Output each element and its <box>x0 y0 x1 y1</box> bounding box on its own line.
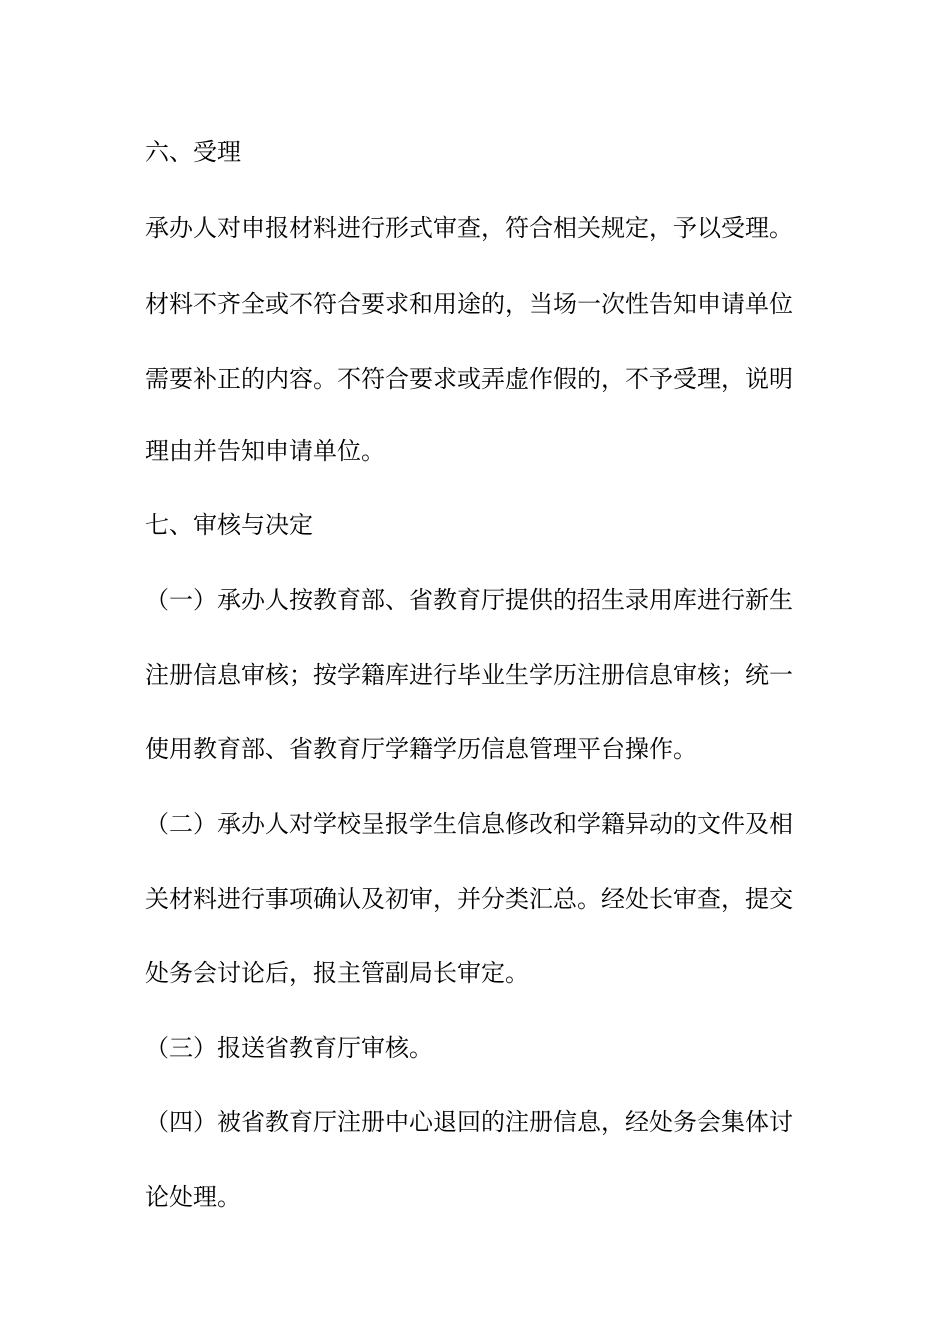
section-7-item-3-line-1: （三）报送省教育厅审核。 <box>145 1034 433 1062</box>
section-6-paragraph-line-2: 材料不齐全或不符合要求和用途的，当场一次性告知申请单位 <box>145 290 793 318</box>
section-7-heading: 七、审核与决定 <box>145 511 313 539</box>
section-7-item-4-line-1: （四）被省教育厅注册中心退回的注册信息，经处务会集体讨 <box>145 1108 793 1136</box>
section-7-item-2-line-1: （二）承办人对学校呈报学生信息修改和学籍异动的文件及相 <box>145 810 793 838</box>
section-7-item-2-line-3: 处务会讨论后，报主管副局长审定。 <box>145 959 529 987</box>
section-6-heading: 六、受理 <box>145 138 241 166</box>
section-7-item-1-line-3: 使用教育部、省教育厅学籍学历信息管理平台操作。 <box>145 735 697 763</box>
section-7-item-2-line-2: 关材料进行事项确认及初审，并分类汇总。经处长审查，提交 <box>145 885 793 913</box>
section-6-paragraph-line-3: 需要补正的内容。不符合要求或弄虚作假的，不予受理，说明 <box>145 365 793 393</box>
section-7-item-1-line-2: 注册信息审核；按学籍库进行毕业生学历注册信息审核；统一 <box>145 661 793 689</box>
section-6-paragraph-line-1: 承办人对申报材料进行形式审查，符合相关规定，予以受理。 <box>145 214 793 242</box>
section-7-item-1-line-1: （一）承办人按教育部、省教育厅提供的招生录用库进行新生 <box>145 586 793 614</box>
section-6-paragraph-line-4: 理由并告知申请单位。 <box>145 437 385 465</box>
section-7-item-4-line-2: 论处理。 <box>145 1183 241 1211</box>
